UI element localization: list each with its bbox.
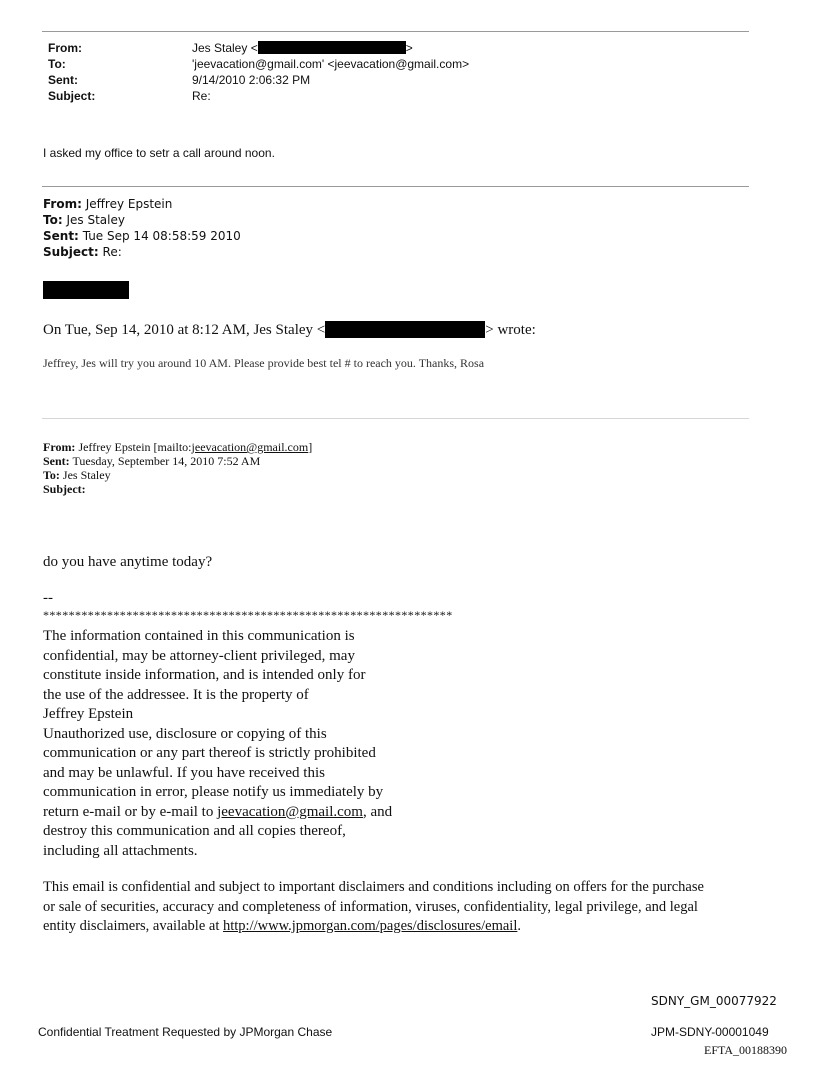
bates-jpm: JPM-SDNY-00001049 (651, 1025, 769, 1039)
disclaimer-line: confidential, may be attorney-client privileged, may (43, 647, 355, 664)
email1-sent-value: 9/14/2010 2:06:32 PM (192, 73, 311, 87)
jpm-line: This email is confidential and subject to important disclaimers and conditions including on offers for the purchase (43, 879, 704, 895)
top-divider (42, 31, 749, 32)
signature-stars: **************************************************************** (43, 608, 453, 622)
email2-to-value: Jes Staley (66, 213, 125, 227)
sent-label: Sent: (43, 454, 70, 468)
from-label: From: (43, 440, 76, 454)
redaction-box (258, 41, 406, 54)
email1-body: I asked my office to setr a call around noon. (43, 146, 275, 160)
to-label: To: (48, 57, 66, 71)
email3-to-line (43, 469, 111, 482)
jpm-line (43, 917, 704, 937)
disclaimer-line (43, 803, 392, 823)
to-label: To: (43, 213, 63, 227)
confidential-footer: Confidential Treatment Requested by JPMorgan Chase (38, 1025, 333, 1039)
email3-sent-line (43, 455, 260, 468)
email2-from-value: Jeffrey Epstein (85, 197, 173, 211)
email3-from-close: ] (308, 440, 313, 454)
quote-prefix: On Tue, Sep 14, 2010 at 8:12 AM, Jes Staley < (43, 322, 326, 338)
subject-label: Subject: (43, 482, 86, 496)
disclaimer-line10-pre: return e-mail or by e-mail to (43, 803, 218, 820)
bates-gm: SDNY_GM_00077922 (651, 994, 777, 1008)
disclaimer-email-link[interactable]: jeevacation@gmail.com (217, 803, 363, 820)
email3-sent-value: Tuesday, September 14, 2010 7:52 AM (72, 454, 261, 468)
from-label: From: (48, 41, 82, 55)
disclaimer-line: communication in error, please notify us immediately by (43, 784, 384, 800)
signature-dash: -- (43, 590, 53, 606)
disclaimer-line: The information contained in this communication is (43, 628, 355, 644)
jpm-line3-pre: entity disclaimers, available at (43, 918, 223, 934)
email2-subject-line (43, 244, 122, 260)
disclaimer-line10-post: , and (362, 803, 393, 820)
email1-subject-value: Re: (192, 89, 211, 103)
disclaimer-line: and may be unlawful. If you have received this (43, 764, 325, 781)
email3-from-link[interactable]: jeevacation@gmail.com (191, 440, 309, 454)
disclaimer-block (43, 627, 392, 861)
quote-body: Jeffrey, Jes will try you around 10 AM. Please provide best tel # to reach you. Thanks, Rosa (43, 356, 485, 370)
email3-from-line (43, 441, 312, 454)
from-label: From: (43, 197, 82, 211)
quote-attribution (43, 320, 536, 340)
email1-from-close: > (405, 41, 413, 55)
quote-suffix: > wrote: (485, 322, 536, 338)
jpm-line3-post: . (517, 918, 521, 934)
disclaimer-line: communication or any part thereof is strictly prohibited (43, 745, 376, 761)
email3-to-value: Jes Staley (62, 468, 111, 482)
email3-from-name: Jeffrey Epstein [mailto: (78, 440, 192, 454)
disclaimer-line: destroy this communication and all copies thereof, (43, 823, 346, 839)
email3-subject-line (43, 483, 86, 496)
subject-label: Subject: (43, 245, 99, 259)
divider-2 (42, 186, 749, 187)
jpm-line: or sale of securities, accuracy and completeness of information, viruses, confidentiality, legal privilege, and legal (43, 898, 698, 915)
disclaimer-line: Jeffrey Epstein (43, 706, 134, 722)
email1-from-value (192, 40, 413, 56)
email2-subject-value: Re: (102, 245, 122, 259)
disclaimer-line: constitute inside information, and is intended only for (43, 667, 366, 683)
email2-from-line (43, 196, 172, 212)
disclaimer-line: Unauthorized use, disclosure or copying of this (43, 725, 327, 742)
jpm-disclaimer (43, 878, 704, 937)
to-label: To: (43, 468, 60, 482)
sent-label: Sent: (43, 229, 79, 243)
message-body: do you have anytime today? (43, 554, 213, 570)
email1-to-value: 'jeevacation@gmail.com' <jeevacation@gmail.com> (192, 57, 470, 71)
divider-3 (42, 418, 749, 419)
redaction-box (43, 281, 129, 299)
disclaimer-line: the use of the addressee. It is the property of (43, 686, 309, 703)
subject-label: Subject: (48, 89, 96, 103)
jpm-disclosures-link[interactable]: http://www.jpmorgan.com/pages/disclosures/email (222, 918, 518, 934)
redaction-box (325, 321, 485, 338)
disclaimer-line: including all attachments. (43, 842, 198, 859)
email1-from-name: Jes Staley < (192, 41, 258, 55)
efta-number: EFTA_00188390 (704, 1043, 788, 1057)
email2-sent-line (43, 228, 241, 244)
sent-label: Sent: (48, 73, 78, 87)
email2-to-line (43, 212, 125, 228)
email2-sent-value: Tue Sep 14 08:58:59 2010 (82, 229, 241, 243)
